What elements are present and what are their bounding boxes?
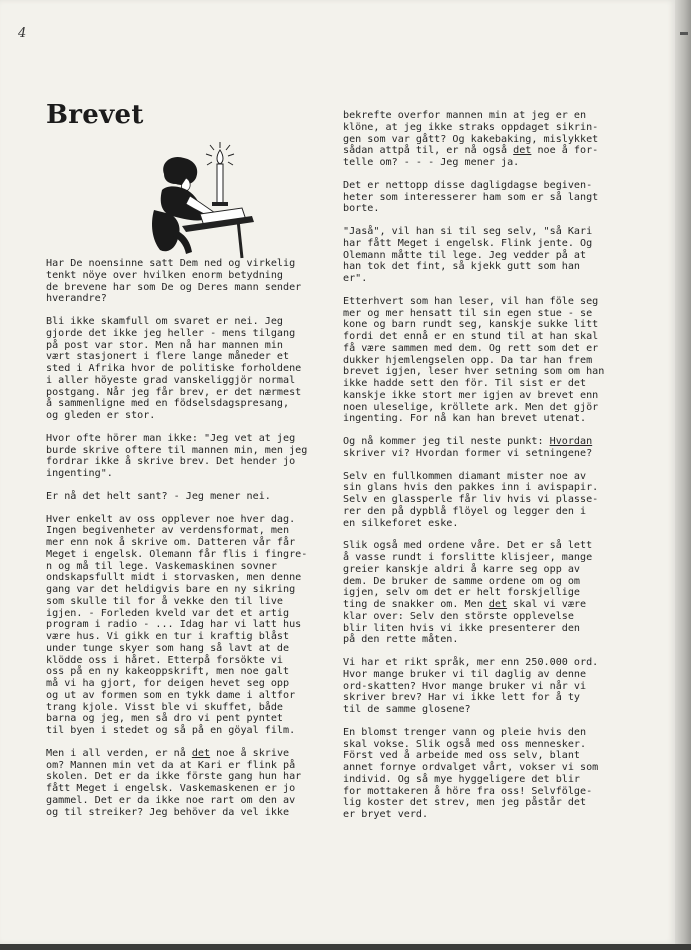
paragraph-text: Men i all verden, er nå	[46, 747, 192, 759]
paragraph: Er nå det helt sant? - Jeg mener nei.	[46, 490, 271, 502]
page-bottom-edge	[0, 944, 691, 950]
paragraph: Hver enkelt av oss opplever noe hver dag. Ingen begivenheter av verdensformat, men mer enn nok å skrive om. Datteren vår får Meget i engelsk. Olemann får flis i fingre- n og må til lege. Vaskemaskinen sovner ondskapsfullt midt i storvasken, men denne gang var det heldigvis bare en ny sikring som skulle til for å vekke den til live igjen. - Forleden kveld var det et artig program i radio - ... Idag har vi latt hus være hus. Vi gikk en tur i kraftig blåst under tunge skyer som hang så lavt at de klödde oss i håret. Etterpå forsökte vi oss på en ny kakeoppskrift, men noe galt må vi ha gjort, for deigen hevet seg opp og ut av formen som en tykk dame i altfor trang kjole. Visst ble vi skuffet, både barna og jeg, men så dro vi pent pyntet til byen i stedet og så på en göyal film.	[46, 513, 308, 736]
underlined-word: Hvordan	[549, 436, 593, 447]
paragraph-text: skriver vi? Hvordan former vi setningene?	[343, 447, 593, 459]
paragraph	[343, 540, 615, 646]
paragraph: Vi har et rikt språk, mer enn 250.000 ord. Hvor mange bruker vi til daglig av denne ord-skatten? Hvor mange bruker vi når vi skriver brev? Har vi ikke lett for å ty til de samme glosene?	[343, 657, 599, 715]
candle-icon	[217, 164, 223, 204]
paragraph: Det er nettopp disse dagligdagse begiven- heter som interesserer ham som er så langt borte.	[343, 179, 599, 215]
paragraph-text: skal vi være klar over: Selv den störste opplevelse blir liten hvis vi ikke presenterer den på den rette måten.	[343, 599, 587, 646]
paragraph: Selv en fullkommen diamant mister noe av sin glans hvis den pakkes inn i avispapir. Selv en glassperle får liv hvis vi plasse- rer den på dypblå flöyel og legger den i en silkeforet eske.	[343, 470, 599, 529]
page-number: 4	[18, 26, 27, 41]
paragraph-text: bekrefte overfor mannen min at jeg er en klöne, at jeg ikke straks oppdaget sikrin- gen som var gått? Og kakebaking, mislykket sådan attpå til, er nå også	[343, 110, 599, 157]
candle-flame-icon	[217, 150, 223, 164]
spine-mark	[680, 32, 688, 35]
paragraph: Bli ikke skamfull om svaret er nei. Jeg gjorde det ikke jeg heller - mens tilgang på post var stor. Men nå har mannen min vært stasjonert i flere lange måneder et sted i Afrika hvor de politiske forholdene i aller höyeste grad vanskeliggjör normal postgang. Når jeg får brev, er det nærmest å sammenligne med en födselsdagspresang, og gleden er stor.	[46, 316, 302, 421]
article-left-column	[46, 258, 318, 829]
paragraph: Etterhvert som han leser, vil han föle seg mer og mer hensatt til sin egen stue - se kone og barn rundt seg, kanskje sukke litt fordi det ennå er en stund til at han skal få være sammen med dem. Og rett som det er dukker hjemlengselen opp. Da tar han frem brevet igjen, leser hver setning som om han ikke hadde sett den för. Til sist er det kanskje ikke stort mer igjen av brevet enn noen uleselige, kröllete ark. Men det gjör ingenting. For nå kan han brevet utenat.	[343, 295, 605, 425]
candle-holder	[212, 202, 228, 206]
woman-writing-letter-by-candle-illustration	[142, 140, 262, 260]
article-right-column	[343, 110, 615, 832]
paragraph	[343, 436, 615, 460]
paragraph: Har De noensinne satt Dem ned og virkelig tenkt nöye over hvilken enorm betydning de brevene har som De og Deres mann sender hverandre?	[46, 258, 302, 305]
paragraph: Hvor ofte hörer man ikke: "Jeg vet at jeg burde skrive oftere til mannen min, men jeg fordrar ikke å skrive brev. Det hender jo ingenting".	[46, 432, 308, 479]
article-title: Brevet	[46, 100, 144, 130]
paragraph	[46, 748, 318, 819]
paragraph-text: Og nå kommer jeg til neste punkt:	[343, 436, 550, 447]
page-spine	[675, 0, 691, 950]
underlined-word: det	[513, 145, 532, 157]
paragraph	[343, 110, 615, 169]
paragraph-text: Slik også med ordene våre. Det er så lett å vasse rundt i forslitte klisjeer, mange greier kanskje aldri å karre seg opp av dem. De bruker de samme ordene om og om igjen, selv om det er helt forskjellige ting de snakker om. Men	[343, 540, 593, 610]
woman-hair-shape	[163, 157, 197, 185]
underlined-word: det	[488, 599, 508, 610]
paragraph: En blomst trenger vann og pleie hvis den skal vokse. Slik også med oss mennesker. Först ved å arbeide med oss selv, blant annet fornye ordvalget vårt, vokser vi som individ. Og så mye hyggeligere det blir for mottakeren å höre fra oss! Selvfölge- lig koster det strev, men jeg påstår det er bryet verd.	[343, 726, 599, 820]
underlined-word: det	[191, 747, 211, 759]
paragraph: "Jaså", vil han si til seg selv, "så Kari har fått Meget i engelsk. Flink jente. Og Olemann måtte til lege. Jeg vedder på at han tok det fint, så kjekk gutt som han er".	[343, 226, 593, 284]
paragraph-text: noe å skrive om? Mannen min vet da at Kari er flink på skolen. Det er da ikke förste gang hun har fått Meget i engelsk. Vaskemaskenen er jo gammel. Det er da ikke noe rart om den av og til streiker? Jeg behöver da vel ikke	[46, 747, 302, 818]
desk-leg	[238, 220, 242, 258]
paragraph-text: noe å for- telle om? - - - Jeg mener ja.	[343, 145, 599, 168]
